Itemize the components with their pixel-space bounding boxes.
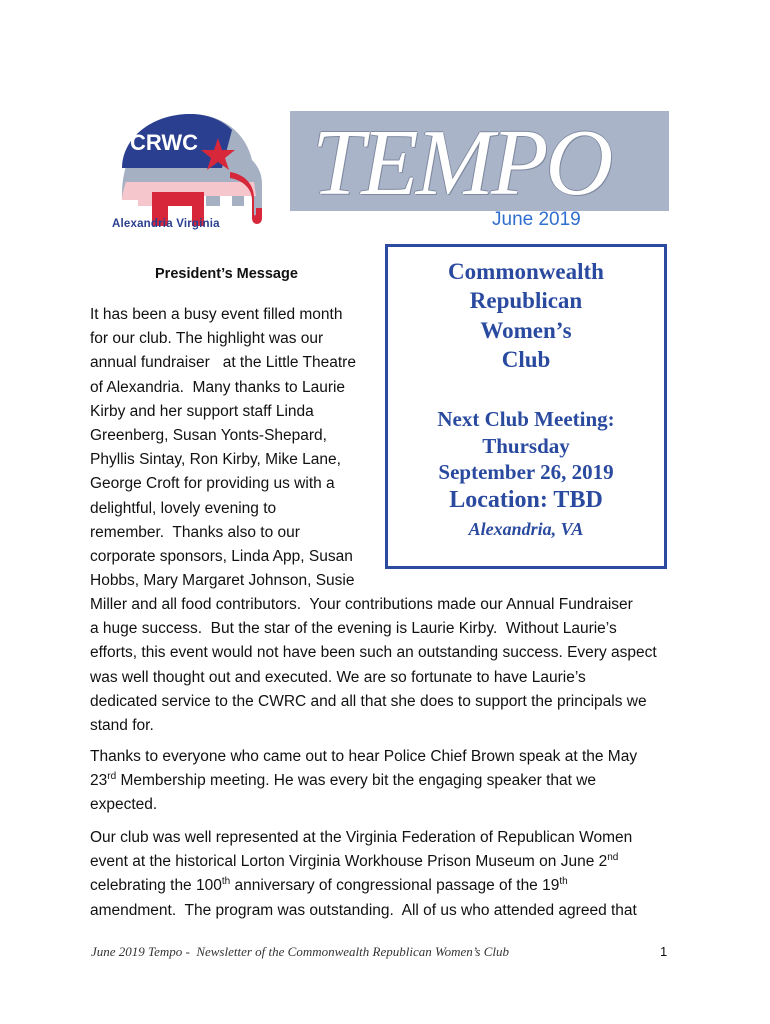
text-line: corporate sponsors, Linda App, Susan bbox=[90, 548, 353, 566]
article-paragraph-3 bbox=[90, 826, 637, 923]
text-line: Our club was well represented at the Virginia Federation of Republican Women bbox=[90, 829, 633, 846]
text-line: was well thought out and executed. We are so fortunate to have Laurie’s bbox=[90, 668, 586, 686]
meeting-location: Location: TBD bbox=[449, 487, 603, 513]
meeting-city: Alexandria, VA bbox=[468, 519, 584, 539]
ordinal-suffix: rd bbox=[107, 771, 117, 783]
page-footer: June 2019 Tempo - Newsletter of the Commonwealth Republican Women’s Club bbox=[91, 944, 510, 959]
text-line: Miller and all food contributors. Your contributions made our Annual Fundraiser bbox=[90, 596, 633, 613]
club-name-line: Republican bbox=[469, 288, 583, 313]
text-line: Hobbs, Mary Margaret Johnson, Susie bbox=[90, 572, 355, 590]
text-line: annual fundraiser at the Little Theatre bbox=[90, 354, 356, 372]
text-line bbox=[90, 769, 637, 793]
article-paragraph-2 bbox=[90, 745, 637, 818]
text-line bbox=[90, 850, 637, 874]
text-line: Kirby and her support staff Linda bbox=[90, 402, 314, 420]
text-fragment: Membership meeting. He was every bit the engaging speaker that we bbox=[116, 772, 597, 790]
ordinal-suffix: nd bbox=[607, 852, 619, 864]
article-paragraph-1 bbox=[90, 303, 356, 593]
article-heading: President’s Message bbox=[155, 266, 298, 282]
text-line bbox=[90, 874, 637, 898]
club-name-line: Women’s bbox=[480, 318, 572, 343]
text-line: of Alexandria. Many thanks to Laurie bbox=[90, 378, 346, 396]
text-line: for our club. The highlight was our bbox=[90, 330, 324, 348]
meeting-heading: Next Club Meeting: bbox=[437, 407, 615, 431]
text-line: remember. Thanks also to our bbox=[90, 523, 300, 541]
meeting-info-box bbox=[385, 244, 667, 569]
text-line: It has been a busy event filled month bbox=[90, 306, 343, 323]
text-fragment: event at the historical Lorton Virginia Workhouse Prison Museum on June 2 bbox=[90, 853, 608, 871]
text-line: delightful, lovely evening to bbox=[90, 499, 277, 517]
page-number: 1 bbox=[660, 944, 668, 959]
text-fragment: celebrating the 100 bbox=[90, 877, 222, 895]
text-line: Phyllis Sintay, Ron Kirby, Mike Lane, bbox=[90, 451, 341, 469]
text-line: Thanks to everyone who came out to hear Police Chief Brown speak at the May bbox=[90, 748, 638, 765]
club-name-line: Commonwealth bbox=[448, 259, 604, 284]
text-line: amendment. The program was outstanding. All of us who attended agreed that bbox=[90, 901, 637, 919]
text-line: stand for. bbox=[90, 717, 154, 735]
logo-text: CRWC bbox=[129, 130, 199, 155]
ordinal-suffix: th bbox=[559, 876, 568, 888]
meeting-day: Thursday bbox=[482, 434, 570, 458]
text-line: efforts, this event would not have been such an outstanding success. Every aspect bbox=[90, 644, 657, 662]
text-line: Greenberg, Susan Yonts-Shepard, bbox=[90, 427, 327, 445]
text-line: a huge success. But the star of the evening is Laurie Kirby. Without Laurie’s bbox=[90, 620, 617, 638]
ordinal-suffix: th bbox=[221, 876, 231, 888]
meeting-date: September 26, 2019 bbox=[438, 460, 614, 484]
masthead-title: TEMPO bbox=[312, 111, 611, 211]
logo-caption: Alexandria Virginia bbox=[112, 218, 220, 230]
club-name-line: Club bbox=[501, 347, 551, 372]
text-fragment: anniversary of congressional passage of the 19 bbox=[230, 877, 560, 895]
text-line: George Croft for providing us with a bbox=[90, 475, 335, 493]
text-line: dedicated service to the CWRC and all that she does to support the principals we bbox=[90, 692, 647, 710]
text-fragment: 23 bbox=[90, 772, 108, 790]
issue-date: June 2019 bbox=[492, 209, 581, 230]
tempo-masthead bbox=[290, 111, 669, 211]
text-line: expected. bbox=[90, 796, 158, 814]
article-paragraph-1-continued bbox=[90, 593, 657, 738]
